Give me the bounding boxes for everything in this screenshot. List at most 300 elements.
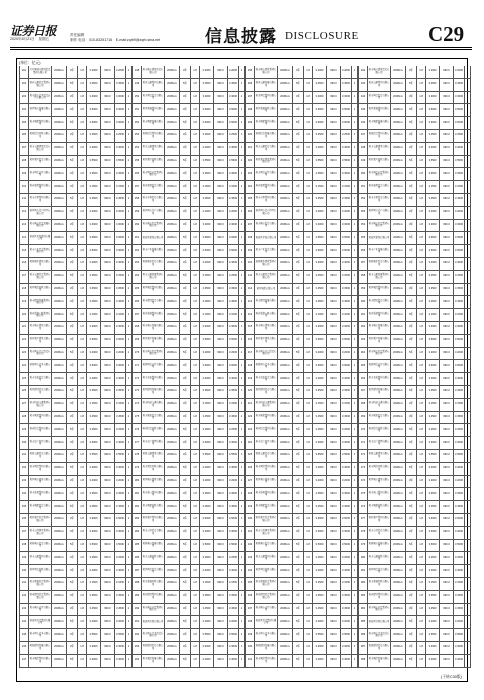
table-cell-col4: 1.8 (416, 104, 425, 116)
table-cell-col6: 990.0 (100, 373, 114, 385)
table-row (358, 476, 471, 489)
table-cell-col1: 某开发区发展有限公司 (141, 335, 164, 347)
table-cell-col4: 1.8 (190, 271, 199, 283)
table-cell-col4: 1.8 (77, 591, 86, 603)
table-cell-col1: 某新区投资集团有限公司 (254, 616, 277, 628)
table-cell-col1: 某市交通投资集团有限公司 (28, 271, 51, 283)
table-cell-col8: 1 (351, 143, 358, 155)
table-cell-col5: 3.3000 (86, 642, 100, 654)
table-cell-col3: 3年 (405, 335, 416, 347)
table-cell-col4: 1.8 (303, 565, 312, 577)
table-cell-col8: 1 (238, 450, 245, 462)
table-cell-col5: 3.2000 (86, 476, 100, 488)
table-cell-col0: 204 (19, 104, 28, 116)
table-cell-col5: 3.3000 (86, 92, 100, 104)
table-row (358, 232, 471, 245)
table-cell-col6: 990.0 (326, 424, 340, 436)
table-cell-col4: 1.8 (303, 642, 312, 654)
table-cell-col1: 江苏某城市建设投资集团有限公司 (28, 66, 51, 78)
table-cell-col8: 1 (464, 220, 471, 232)
table-row (19, 629, 132, 642)
table-cell-col7: 3.4000 (114, 565, 125, 577)
table-cell-col8: 1 (238, 360, 245, 372)
table-cell-col2: 2038xxx (390, 296, 405, 308)
table-cell-col0: 373 (358, 463, 367, 475)
table-row (19, 616, 132, 629)
table-cell-col3: 5年 (292, 271, 303, 283)
table-cell-col0: 367 (358, 386, 367, 398)
table-cell-col8: 1 (464, 232, 471, 244)
table-cell-col0: 331 (245, 527, 254, 539)
table-cell-col8: 1 (464, 642, 471, 654)
table-cell-col2: 2038xxx (51, 322, 66, 334)
table-cell-col3: 5年 (66, 79, 77, 91)
table-cell-col0: 340 (245, 642, 254, 654)
table-cell-col0: 230 (19, 437, 28, 449)
table-cell-col2: 2038xxx (164, 642, 179, 654)
table-cell-col5: 3.2000 (312, 476, 326, 488)
table-cell-col3: 3年 (66, 143, 77, 155)
table-cell-col6: 990.0 (213, 335, 227, 347)
table-cell-col8: 1 (125, 412, 132, 424)
table-cell-col4: 1.8 (190, 463, 199, 475)
table-cell-col3: 3年 (292, 360, 303, 372)
table-cell-col5: 3.4000 (199, 258, 213, 270)
table-cell-col4: 1.8 (303, 296, 312, 308)
table-cell-col4: 1.8 (77, 220, 86, 232)
table-cell-col7: 3.3000 (114, 437, 125, 449)
table-cell-col1: 某开发区建设有限公司 (28, 335, 51, 347)
table-cell-col3: 3年 (66, 373, 77, 385)
table-cell-col6: 990.0 (100, 220, 114, 232)
table-cell-col3: 3年 (66, 399, 77, 411)
table-cell-col1: 某市城市建设集团有限公司 (254, 66, 277, 78)
table-cell-col6: 990.0 (213, 514, 227, 526)
table-cell-col1: 某市城建投资有限公司 (254, 501, 277, 513)
table-cell-col3: 5年 (405, 156, 416, 168)
table-cell-col8: 1 (351, 117, 358, 129)
table-cell-col5: 3.5000 (425, 245, 439, 257)
table-row (358, 450, 471, 463)
table-cell-col0: 377 (358, 514, 367, 526)
table-cell-col5: 3.5500 (312, 629, 326, 641)
table-cell-col2: 2038xxx (51, 348, 66, 360)
table-cell-col5: 3.2500 (199, 271, 213, 283)
table-cell-col2: 2038xxx (277, 245, 292, 257)
table-cell-col4: 1.8 (303, 463, 312, 475)
table-cell-col7: 3.2500 (114, 552, 125, 564)
table-cell-col7: 3.1000 (453, 309, 464, 321)
table-cell-col1: 某市建设发展集团有限公司 (28, 296, 51, 308)
table-cell-col6: 990.0 (213, 232, 227, 244)
table-cell-col5: 3.5000 (86, 540, 100, 552)
table-cell-col5: 3.1000 (199, 309, 213, 321)
table-cell-col0: 213 (19, 220, 28, 232)
table-cell-col1: 某市城市建设投资有限公司 (141, 66, 164, 78)
table-row (132, 527, 245, 540)
table-cell-col5: 3.2000 (425, 66, 439, 78)
table-cell-col6: 990.0 (326, 527, 340, 539)
table-cell-col0: 282 (132, 501, 141, 513)
table-cell-col3: 3年 (405, 565, 416, 577)
table-cell-col8: 1 (464, 335, 471, 347)
table-cell-col6: 990.0 (439, 271, 453, 283)
table-cell-col5: 3.5000 (86, 245, 100, 257)
table-cell-col6: 990.0 (213, 616, 227, 628)
table-cell-col3: 3年 (405, 284, 416, 296)
table-cell-col1: 某省高速公路集团有限公司 (28, 309, 51, 321)
table-cell-col0: 384 (358, 604, 367, 616)
table-cell-col1: 某市建设发展有限公司 (254, 296, 277, 308)
table-cell-col2: 2038xxx (51, 309, 66, 321)
table-cell-col6: 990.0 (213, 450, 227, 462)
table-cell-col4: 1.8 (190, 66, 199, 78)
table-cell-col0: 201 (19, 66, 28, 78)
table-cell-col0: 379 (358, 540, 367, 552)
table-cell-col6: 990.0 (213, 386, 227, 398)
table-cell-col2: 2038xxx (51, 437, 66, 449)
table-cell-col2: 2038xxx (51, 232, 66, 244)
table-cell-col3: 3年 (179, 642, 190, 654)
table-cell-col0: 316 (245, 335, 254, 347)
table-cell-col3: 3年 (179, 412, 190, 424)
table-cell-col3: 5年 (405, 271, 416, 283)
table-cell-col3: 3年 (292, 130, 303, 142)
table-cell-col2: 2038xxx (390, 360, 405, 372)
table-cell-col1: 某市交通发展集团有限公司 (367, 271, 390, 283)
table-cell-col1: 某市城市建设投资有限公司 (367, 66, 390, 78)
table-cell-col0: 224 (19, 360, 28, 372)
table-row (245, 207, 358, 220)
table-row (132, 335, 245, 348)
table-cell-col4: 1.8 (190, 412, 199, 424)
table-cell-col2: 2038xxx (277, 309, 292, 321)
table-row (245, 501, 358, 514)
table-cell-col7: 3.1500 (227, 181, 238, 193)
table-cell-col7: 3.3000 (114, 642, 125, 654)
table-cell-col3: 5年 (179, 271, 190, 283)
table-cell-col8: 1 (464, 322, 471, 334)
table-cell-col5: 3.2000 (425, 616, 439, 628)
table-cell-col6: 990.0 (326, 642, 340, 654)
table-cell-col2: 2038xxx (390, 143, 405, 155)
table-cell-col2: 2038xxx (390, 642, 405, 654)
table-cell-col1: 某省投资控股有限公司 (367, 424, 390, 436)
table-cell-col7: 3.3500 (453, 386, 464, 398)
contact-line: 制作 电话：010-83251716 E-mail:zqrb9@zqrb.sina.net (70, 38, 161, 42)
table-cell-col2: 2038xxx (164, 476, 179, 488)
table-cell-col5: 3.2000 (425, 476, 439, 488)
table-cell-col5: 3.4500 (199, 194, 213, 206)
table-cell-col8: 1 (464, 130, 471, 142)
table-row (132, 130, 245, 143)
table-cell-col4: 1.8 (190, 258, 199, 270)
table-cell-col6: 990.0 (326, 79, 340, 91)
table-cell-col4: 1.8 (77, 335, 86, 347)
table-cell-col4: 1.8 (77, 232, 86, 244)
table-cell-col6: 990.0 (100, 156, 114, 168)
table-cell-col1: 某市国有资本投资运营有限公司 (28, 92, 51, 104)
table-cell-col8: 1 (125, 655, 132, 667)
table-cell-col8: 1 (351, 501, 358, 513)
table-row (245, 117, 358, 130)
table-cell-col8: 1 (125, 514, 132, 526)
table-cell-col8: 1 (238, 245, 245, 257)
table-cell-col7: 3.4000 (227, 373, 238, 385)
table-cell-col0: 206 (19, 130, 28, 142)
table-cell-col6: 990.0 (213, 156, 227, 168)
table-cell-col0: 209 (19, 168, 28, 180)
table-cell-col2: 2038xxx (51, 79, 66, 91)
table-cell-col5: 3.2500 (86, 552, 100, 564)
table-row (19, 565, 132, 578)
table-cell-col6: 990.0 (439, 258, 453, 270)
table-cell-col6: 990.0 (326, 540, 340, 552)
table-cell-col1: 某市国资投资有限公司 (141, 92, 164, 104)
table-cell-col5: 3.4500 (199, 79, 213, 91)
table-cell-col0: 217 (19, 271, 28, 283)
table-cell-col3: 3年 (405, 552, 416, 564)
table-cell-col7: 3.4000 (340, 565, 351, 577)
table-cell-col6: 990.0 (439, 309, 453, 321)
table-cell-col0: 348 (358, 143, 367, 155)
table-cell-col8: 1 (351, 552, 358, 564)
table-cell-col4: 1.8 (190, 143, 199, 155)
table-cell-col6: 990.0 (100, 258, 114, 270)
table-cell-col0: 215 (19, 245, 28, 257)
table-cell-col3: 3年 (292, 514, 303, 526)
table-cell-col2: 2038xxx (164, 143, 179, 155)
table-cell-col1: 某市城市运营集团有限公司 (367, 604, 390, 616)
table-cell-col2: 2038xxx (277, 104, 292, 116)
table-cell-col4: 1.8 (303, 258, 312, 270)
table-cell-col7: 3.3000 (453, 92, 464, 104)
table-cell-col3: 3年 (179, 104, 190, 116)
table-cell-col4: 1.8 (77, 501, 86, 513)
table-cell-col6: 990.0 (439, 232, 453, 244)
table-cell-col6: 990.0 (326, 245, 340, 257)
table-cell-col6: 990.0 (439, 66, 453, 78)
table-cell-col3: 5年 (292, 232, 303, 244)
table-cell-col6: 990.0 (439, 540, 453, 552)
table-cell-col3: 5年 (405, 578, 416, 590)
table-cell-col2: 2038xxx (277, 156, 292, 168)
table-cell-col7: 3.5500 (227, 629, 238, 641)
table-cell-col0: 227 (19, 399, 28, 411)
table-cell-col0: 292 (132, 629, 141, 641)
table-cell-col5: 3.3000 (312, 92, 326, 104)
table-cell-col3: 3年 (405, 629, 416, 641)
table-cell-col0: 211 (19, 194, 28, 206)
table-row (358, 284, 471, 297)
table-cell-col0: 323 (245, 424, 254, 436)
table-cell-col8: 1 (464, 412, 471, 424)
table-cell-col5: 3.3000 (86, 322, 100, 334)
table-cell-col8: 1 (351, 373, 358, 385)
table-cell-col8: 1 (464, 156, 471, 168)
table-cell-col4: 1.8 (77, 245, 86, 257)
table-cell-col7: 3.5000 (227, 335, 238, 347)
table-cell-col2: 2038xxx (51, 296, 66, 308)
table-cell-col1: 某开发区集团有限公司 (367, 514, 390, 526)
table-cell-col2: 2038xxx (390, 232, 405, 244)
table-cell-col6: 990.0 (439, 373, 453, 385)
table-cell-col6: 990.0 (326, 207, 340, 219)
table-cell-col2: 2038xxx (390, 207, 405, 219)
table-cell-col6: 990.0 (439, 565, 453, 577)
table-cell-col2: 2038xxx (277, 476, 292, 488)
table-cell-col4: 1.8 (77, 655, 86, 667)
table-cell-col4: 1.8 (190, 488, 199, 500)
table-cell-col7: 3.6000 (453, 360, 464, 372)
table-cell-col6: 990.0 (100, 104, 114, 116)
table-cell-col2: 2038xxx (277, 258, 292, 270)
table-cell-col3: 5年 (66, 655, 77, 667)
table-cell-col1: 某市城市投资集团有限公司 (141, 220, 164, 232)
table-cell-col3: 3年 (405, 412, 416, 424)
table-cell-col1: 某县交通建设有限公司 (367, 450, 390, 462)
table-cell-col3: 3年 (179, 168, 190, 180)
table-row (19, 207, 132, 220)
table-cell-col1: 某区国资投资有限公司 (141, 565, 164, 577)
table-row (358, 104, 471, 117)
table-cell-col6: 990.0 (213, 412, 227, 424)
table-cell-col1: 某市文旅投资有限公司 (28, 373, 51, 385)
table-cell-col6: 990.0 (100, 476, 114, 488)
table-cell-col6: 990.0 (439, 412, 453, 424)
table-cell-col3: 5年 (179, 386, 190, 398)
table-cell-col6: 990.0 (100, 514, 114, 526)
table-row (19, 284, 132, 297)
table-cell-col4: 1.8 (303, 604, 312, 616)
table-row (245, 168, 358, 181)
table-cell-col3: 3年 (179, 181, 190, 193)
table-cell-col7: 3.2500 (453, 552, 464, 564)
table-cell-col5: 3.6000 (425, 514, 439, 526)
table-cell-col5: 3.3500 (199, 591, 213, 603)
table-cell-col7: 3.2000 (340, 348, 351, 360)
table-cell-col4: 1.8 (190, 591, 199, 603)
table-cell-col7: 3.2000 (453, 476, 464, 488)
table-cell-col0: 274 (132, 399, 141, 411)
table-cell-col1: 某市交通控股有限公司 (141, 552, 164, 564)
table-cell-col8: 1 (238, 194, 245, 206)
table-cell-col0: 382 (358, 578, 367, 590)
table-cell-col7: 3.6500 (227, 232, 238, 244)
table-cell-col8: 1 (125, 565, 132, 577)
table-cell-col4: 1.8 (77, 143, 86, 155)
table-cell-col6: 990.0 (439, 348, 453, 360)
table-row (358, 117, 471, 130)
table-cell-col7: 3.2500 (114, 424, 125, 436)
table-cell-col0: 289 (132, 591, 141, 603)
table-cell-col8: 1 (351, 104, 358, 116)
table-cell-col4: 1.8 (416, 591, 425, 603)
table-row (19, 501, 132, 514)
table-cell-col2: 2038xxx (164, 271, 179, 283)
table-cell-col3: 5年 (292, 194, 303, 206)
table-cell-col7: 3.2000 (227, 207, 238, 219)
table-row (19, 309, 132, 322)
table-cell-col8: 1 (464, 104, 471, 116)
table-cell-col5: 3.5000 (199, 335, 213, 347)
table-cell-col6: 990.0 (100, 207, 114, 219)
table-cell-col8: 1 (125, 296, 132, 308)
table-cell-col8: 1 (351, 322, 358, 334)
table-cell-col1: 某县城乡投资有限公司 (367, 258, 390, 270)
table-cell-col3: 5年 (405, 309, 416, 321)
table-cell-col2: 2038xxx (277, 642, 292, 654)
table-cell-col2: 2038xxx (164, 181, 179, 193)
table-cell-col5: 3.4500 (312, 412, 326, 424)
table-cell-col5: 3.3000 (86, 527, 100, 539)
table-cell-col3: 5年 (66, 540, 77, 552)
table-cell-col1: 某省交通集团有限公司 (141, 79, 164, 91)
table-cell-col8: 1 (238, 578, 245, 590)
table-cell-col2: 2038xxx (164, 220, 179, 232)
table-row (132, 181, 245, 194)
table-cell-col4: 1.8 (77, 629, 86, 641)
table-cell-col2: 2038xxx (164, 232, 179, 244)
table-cell-col8: 1 (351, 181, 358, 193)
table-row (245, 437, 358, 450)
table-row (19, 194, 132, 207)
table-cell-col3: 3年 (292, 527, 303, 539)
table-cell-col3: 3年 (66, 104, 77, 116)
table-cell-col3: 5年 (405, 232, 416, 244)
table-cell-col7: 3.4500 (453, 604, 464, 616)
table-cell-col4: 1.8 (190, 540, 199, 552)
table-cell-col4: 1.8 (416, 143, 425, 155)
table-cell-col8: 1 (238, 488, 245, 500)
table-cell-col3: 3年 (66, 360, 77, 372)
table-cell-col4: 1.8 (77, 514, 86, 526)
table-row (358, 514, 471, 527)
table-cell-col5: 3.5500 (86, 156, 100, 168)
table-cell-col0: 356 (358, 245, 367, 257)
table-cell-col2: 2038xxx (164, 284, 179, 296)
table-cell-col0: 247 (19, 655, 28, 667)
table-cell-col5: 3.4500 (199, 412, 213, 424)
table-cell-col8: 1 (464, 284, 471, 296)
table-cell-col2: 2038xxx (51, 655, 66, 667)
table-cell-col0: 315 (245, 322, 254, 334)
table-cell-col5: 3.1500 (199, 181, 213, 193)
table-cell-col1: 某县投资集团有限公司 (141, 130, 164, 142)
table-cell-col1: 某县建设投资有限公司 (141, 642, 164, 654)
table-row (245, 655, 358, 668)
table-cell-col7: 3.3000 (227, 92, 238, 104)
table-row (358, 181, 471, 194)
table-cell-col8: 1 (238, 463, 245, 475)
table-cell-col4: 1.8 (190, 335, 199, 347)
table-cell-col3: 3年 (405, 104, 416, 116)
table-cell-col4: 1.8 (416, 642, 425, 654)
table-row (19, 348, 132, 361)
table-cell-col6: 990.0 (326, 399, 340, 411)
table-cell-col5: 3.5000 (199, 245, 213, 257)
table-cell-col8: 1 (351, 271, 358, 283)
table-cell-col6: 990.0 (326, 501, 340, 513)
table-cell-col4: 1.8 (303, 450, 312, 462)
table-cell-col5: 3.3000 (312, 437, 326, 449)
table-cell-col5: 3.4000 (86, 463, 100, 475)
table-cell-col3: 5年 (179, 578, 190, 590)
table-cell-col5: 3.3500 (312, 591, 326, 603)
table-cell-col0: 253 (132, 130, 141, 142)
table-cell-col6: 990.0 (439, 296, 453, 308)
table-cell-col1: 某市轨道交通集团有限公司 (254, 399, 277, 411)
